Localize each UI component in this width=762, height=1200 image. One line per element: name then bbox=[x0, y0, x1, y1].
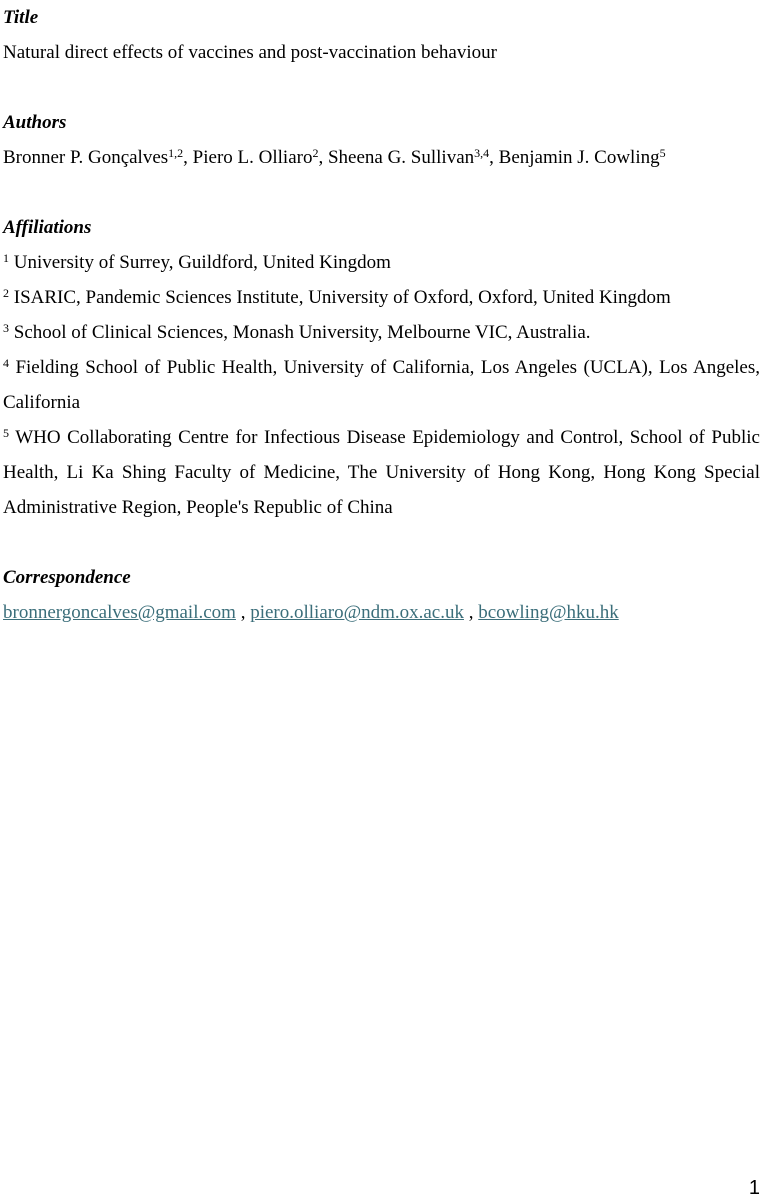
affiliation-item bbox=[3, 280, 760, 315]
author-name: Piero L. Olliaro bbox=[192, 147, 313, 168]
affiliation-number: 3 bbox=[3, 321, 9, 335]
affiliation-number: 1 bbox=[3, 251, 9, 265]
email-separator: , bbox=[235, 602, 251, 623]
author-name: Benjamin J. Cowling bbox=[498, 147, 660, 168]
paper-title: Natural direct effects of vaccines and post-vaccination behaviour bbox=[3, 42, 497, 63]
affiliations-heading: Affiliations bbox=[3, 217, 92, 238]
email-separator: , bbox=[463, 602, 479, 623]
correspondence-heading: Correspondence bbox=[3, 567, 131, 588]
email-link[interactable]: piero.olliaro@ndm.ox.ac.uk bbox=[250, 602, 464, 623]
author-separator: , bbox=[489, 147, 499, 168]
affiliation-item bbox=[3, 420, 760, 525]
author-list bbox=[3, 140, 760, 175]
affiliation-text: University of Surrey, Guildford, United Kingdom bbox=[9, 252, 391, 273]
affiliation-text: Fielding School of Public Health, University of California, Los Angeles (UCLA), Los Angeles, California bbox=[3, 357, 760, 413]
author-separator: , bbox=[183, 147, 193, 168]
email-link[interactable]: bcowling@hku.hk bbox=[478, 602, 619, 623]
affiliation-item bbox=[3, 245, 760, 280]
author-name: Bronner P. Gonçalves bbox=[3, 147, 169, 168]
affiliation-text: ISARIC, Pandemic Sciences Institute, University of Oxford, Oxford, United Kingdom bbox=[9, 287, 671, 308]
spacer bbox=[3, 525, 760, 560]
affiliation-number: 5 bbox=[3, 426, 9, 440]
affiliation-text: WHO Collaborating Centre for Infectious Disease Epidemiology and Control, School of Public Health, Li Ka Shing Faculty of Medicine, The University of Hong Kong, Hong Kong Special Administrative Region, People's Republic of China bbox=[3, 427, 760, 518]
author-name: Sheena G. Sullivan bbox=[327, 147, 475, 168]
author-affiliation-marker: 5 bbox=[659, 146, 666, 160]
spacer bbox=[3, 175, 760, 210]
author-affiliation-marker: 2 bbox=[312, 146, 319, 160]
affiliation-number: 4 bbox=[3, 356, 9, 370]
page-number: 1 bbox=[748, 1177, 760, 1199]
affiliation-item bbox=[3, 315, 760, 350]
authors-heading: Authors bbox=[3, 112, 67, 133]
title-heading: Title bbox=[3, 7, 39, 28]
author-affiliation-marker: 3,4 bbox=[474, 146, 490, 160]
email-link[interactable]: bronnergoncalves@gmail.com bbox=[3, 602, 236, 623]
affiliation-number: 2 bbox=[3, 286, 9, 300]
correspondence-emails bbox=[3, 595, 760, 630]
affiliation-item bbox=[3, 350, 760, 420]
affiliation-text: School of Clinical Sciences, Monash University, Melbourne VIC, Australia. bbox=[9, 322, 591, 343]
manuscript-page bbox=[3, 0, 760, 630]
author-separator: , bbox=[318, 147, 328, 168]
spacer bbox=[3, 70, 760, 105]
author-affiliation-marker: 1,2 bbox=[168, 146, 184, 160]
